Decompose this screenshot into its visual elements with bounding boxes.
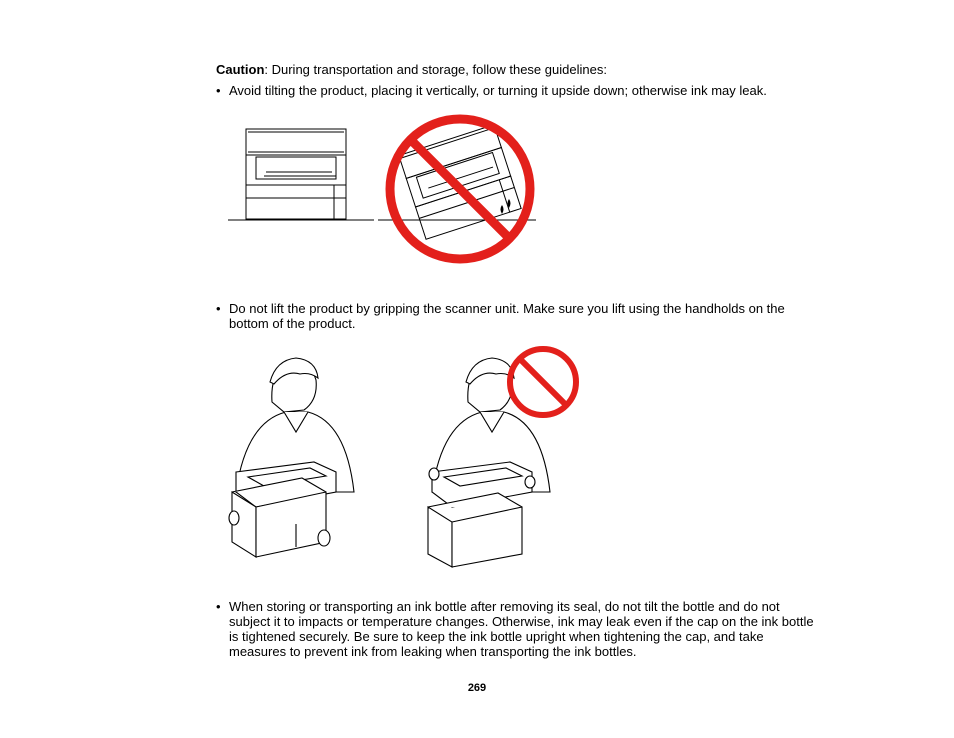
bullet-text: Avoid tilting the product, placing it vertically, or turning it upside down; otherwise ink may leak. bbox=[229, 83, 767, 98]
tilt-warning-illustration bbox=[228, 112, 540, 268]
page-number: 269 bbox=[467, 682, 487, 694]
lifting-illustration bbox=[226, 342, 586, 572]
caution-text: : During transportation and storage, follow these guidelines: bbox=[264, 62, 607, 77]
caution-label: Caution bbox=[216, 62, 265, 77]
bullet-marker: • bbox=[216, 301, 221, 316]
bullet-text-line: bottom of the product. bbox=[229, 316, 356, 331]
bullet-marker: • bbox=[216, 83, 221, 98]
bullet-text-line: When storing or transporting an ink bottle after removing its seal, do not tilt the bottle and do not bbox=[229, 599, 780, 614]
bullet-text-line: measures to prevent ink from leaking when transporting the ink bottles. bbox=[229, 644, 637, 659]
person-correct-lift-drawing bbox=[229, 358, 354, 557]
upright-printer-drawing bbox=[228, 129, 374, 220]
ink-drops-icon bbox=[501, 199, 511, 214]
caution-note bbox=[216, 61, 607, 78]
bullet-text-line: subject it to impacts or temperature changes. Otherwise, ink may leak even if the cap on the ink bottle bbox=[229, 614, 814, 629]
bullet-text-line: is tightened securely. Be sure to keep the ink bottle upright when tightening the cap, and take bbox=[229, 629, 764, 644]
bullet-text-line: Do not lift the product by gripping the scanner unit. Make sure you lift using the handholds on the bbox=[229, 301, 785, 316]
person-wrong-lift-drawing bbox=[428, 358, 550, 567]
bullet-marker: • bbox=[216, 599, 221, 614]
prohibition-small-icon bbox=[510, 349, 576, 415]
